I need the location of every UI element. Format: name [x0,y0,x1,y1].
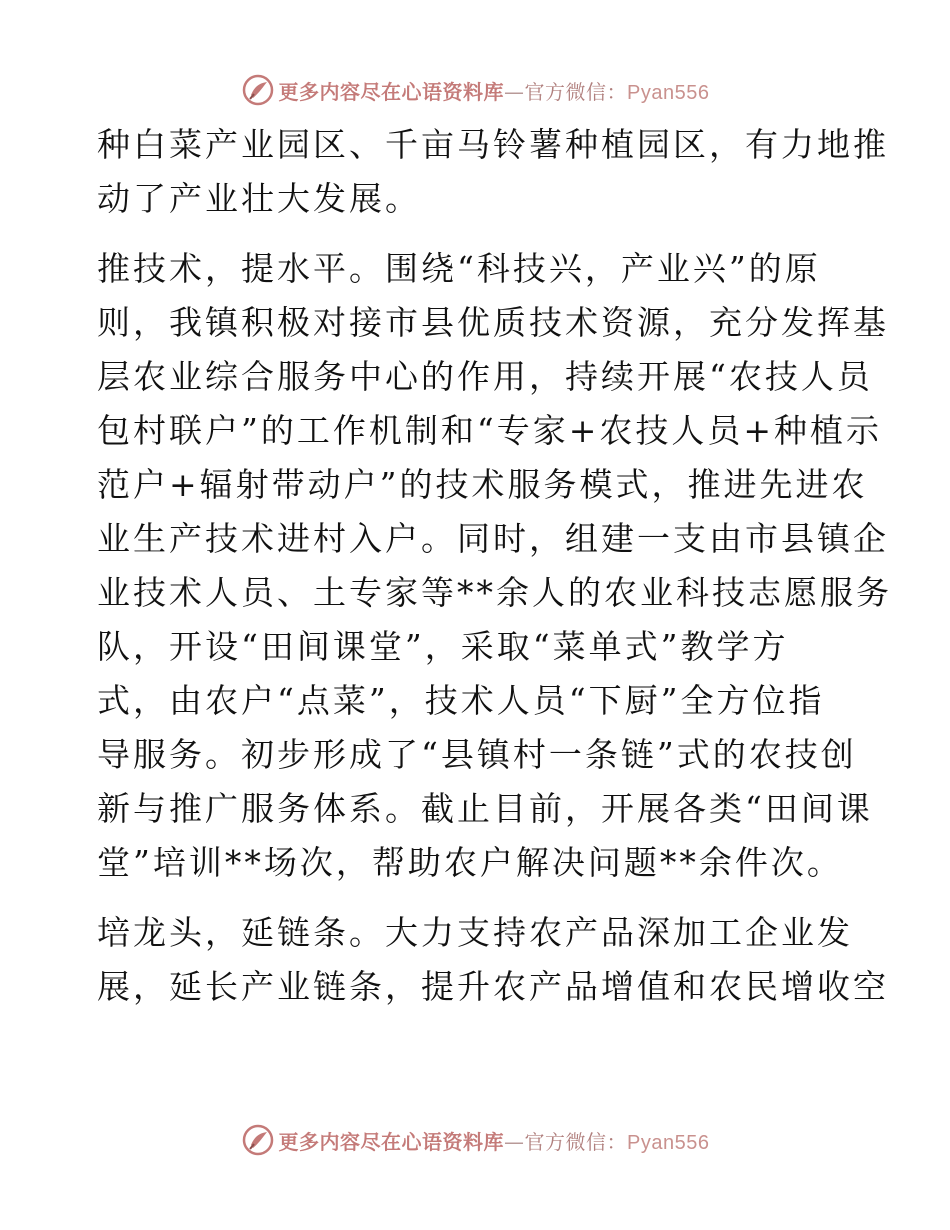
text-line: 队，开设“田间课堂”，采取“菜单式”教学方 [97,627,789,666]
watermark-separator: — [504,1129,525,1154]
text-line: 种白菜产业园区、千亩马铃薯种植园区，有力地推 [97,125,889,164]
text-line: 则，我镇积极对接市县优质技术资源，充分发挥基 [97,303,889,342]
text-line: 展，延长产业链条，提升农产品增值和农民增收空 [97,967,889,1006]
watermark-wechat-label: 官方微信： [524,1129,628,1154]
text-line: 业技术人员、土专家等**余人的农业科技志愿服务 [97,573,892,612]
text-line: 动了产业壮大发展。 [97,179,421,218]
brand-logo-icon [241,73,275,107]
text-line: 式，由农户“点菜”，技术人员“下厨”全方位指 [97,681,825,720]
text-line: 范户+辐射带动户”的技术服务模式，推进先进农 [97,465,868,504]
watermark-text [279,76,710,105]
paragraph-1 [97,122,889,222]
paragraph-2 [97,246,892,886]
paragraph-3 [97,910,889,1010]
watermark-wechat-id: Pyan556 [627,1131,710,1154]
watermark-wechat-label: 官方微信： [524,79,628,104]
text-line: 推技术，提水平。围绕“科技兴，产业兴”的原 [97,249,821,288]
text-line: 新与推广服务体系。截止目前，开展各类“田间课 [97,789,873,828]
text-line: 层农业综合服务中心的作用，持续开展“农技人员 [97,357,873,396]
watermark-text [279,1126,710,1155]
text-line: 包村联户”的工作机制和“专家+农技人员+种植示 [97,411,883,450]
text-line: 培龙头，延链条。大力支持农产品深加工企业发 [97,913,853,952]
document-body [97,122,892,1018]
footer-watermark [0,1122,950,1158]
watermark-brand: 更多内容尽在心语资料库 [278,79,505,104]
watermark-wechat-id: Pyan556 [627,81,710,104]
brand-logo-icon [241,1123,275,1157]
header-watermark [0,72,950,108]
watermark-brand: 更多内容尽在心语资料库 [278,1129,505,1154]
text-line: 导服务。初步形成了“县镇村一条链”式的农技创 [97,735,857,774]
watermark-separator: — [504,79,525,104]
text-line: 堂”培训**场次，帮助农户解决问题**余件次。 [97,843,843,882]
text-line: 业生产技术进村入户。同时，组建一支由市县镇企 [97,519,889,558]
